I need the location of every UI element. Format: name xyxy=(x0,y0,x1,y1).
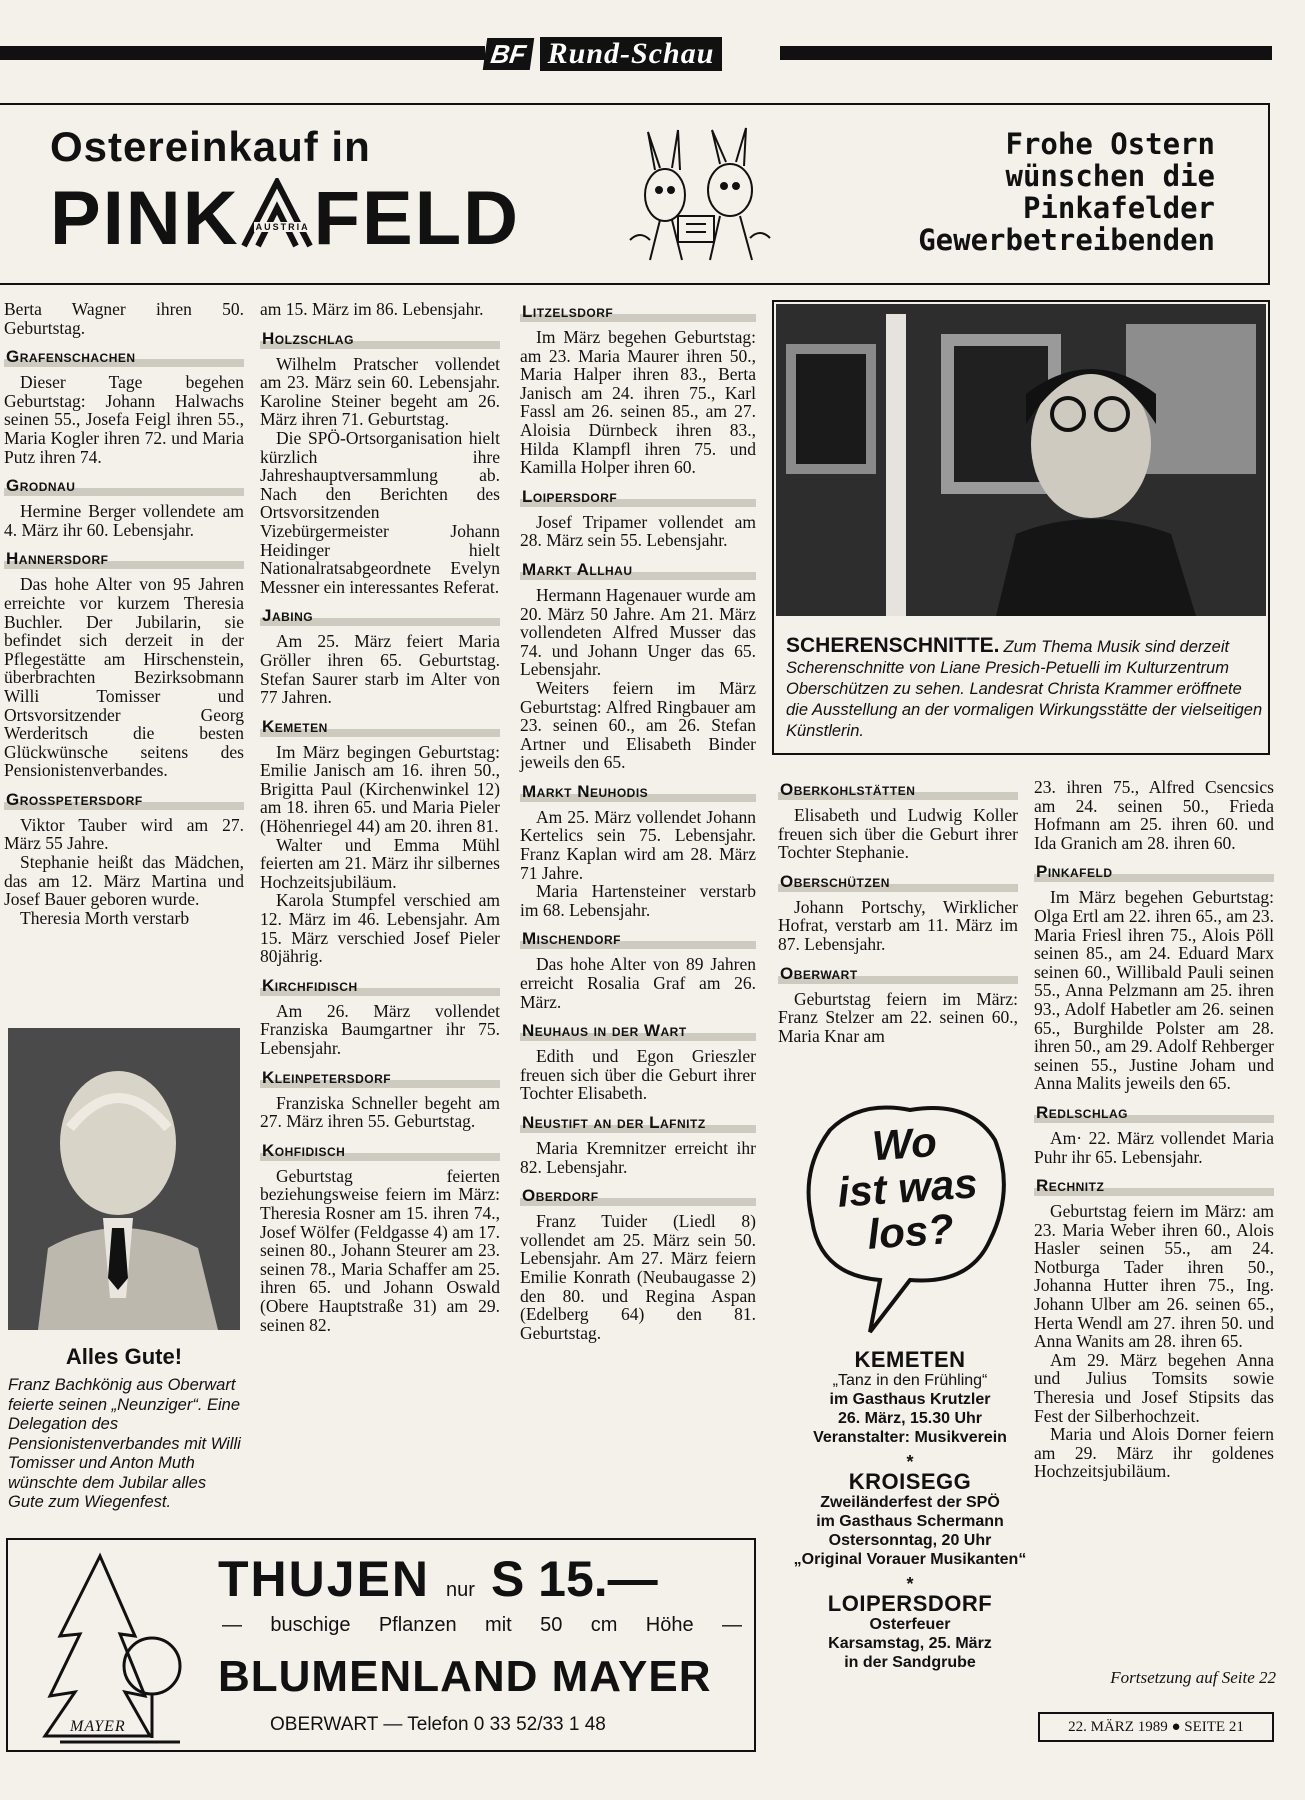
column-text: Dieser Tage begehen Geburtstag: Johann Halwachs seinen 55., Josefa Feigl ihren 55., Maria Kogler ihren 72. und Maria Putz ihren 74. xyxy=(4,372,244,467)
column-5 xyxy=(1034,778,1274,1481)
banner-line1: Ostereinkauf in xyxy=(50,123,371,170)
section-head: Holzschlag xyxy=(260,329,500,349)
ad-shop: BLUMENLAND MAYER xyxy=(218,1652,712,1701)
column-text: Josef Tripamer vollendet am 28. März sein 55. Lebensjahr. xyxy=(520,511,756,551)
column-text: Geburtstag feiern im März: Franz Stelzer am 22. seinen 60., Maria Knar am xyxy=(778,988,1018,1046)
masthead-logo xyxy=(485,36,780,72)
masthead-rule-right xyxy=(780,46,1272,60)
photo-right-caption xyxy=(786,634,1264,742)
column-text: Johann Portschy, Wirklicher Hofrat, verstarb am 11. März im 87. Lebensjahr. xyxy=(778,896,1018,954)
bubble-text xyxy=(816,1116,1000,1260)
masthead-bf: BF xyxy=(483,38,534,70)
event-line: Veranstalter: Musikverein xyxy=(813,1429,1007,1446)
column-text: Maria Hartensteiner verstarb im 68. Lebensjahr. xyxy=(520,881,756,920)
photo-caption-title: Alles Gute! xyxy=(65,1344,183,1369)
page-footer: 22. MÄRZ 1989 ● SEITE 21 xyxy=(1038,1712,1274,1742)
column-text: Stephanie heißt das Mädchen, das am 12. März Martina und Josef Bauer geboren wurde. xyxy=(4,852,244,910)
banner-line2 xyxy=(50,178,520,259)
column-3 xyxy=(520,300,756,1342)
continued-note: Fortsetzung auf Seite 22 xyxy=(1110,1668,1276,1687)
photo-franz-bachkoenig xyxy=(8,1028,240,1330)
event-place: KROISEGG xyxy=(848,1469,972,1494)
mayer-logo-text: MAYER xyxy=(70,1718,126,1735)
austria-text: AUSTRIA xyxy=(255,222,310,232)
star-separator: * xyxy=(906,1452,914,1472)
column-text: Am 29. März begehen Anna und Julius Tomsits sowie Theresia und Josef Stipsits das Fest der Silberhochzeit. xyxy=(1034,1349,1274,1426)
section-head: Oberschützen xyxy=(778,872,1018,892)
column-text: Das hohe Alter von 95 Jahren erreichte vor kurzem Theresia Buchler. Der Jubilarin, sie befindet sich derzeit in der Pflegestätte am Hirschenstein, überbrachten Bezirksobmann Willi Tomisser und Ortsvorsitzender Georg Werderitsch die besten Glückwünsche seitens des Pensionistenverbandes. xyxy=(4,574,244,781)
event-line: Karsamstag, 25. März xyxy=(828,1635,992,1652)
star-separator: * xyxy=(906,1574,914,1594)
section-head: Pinkafeld xyxy=(1034,862,1274,882)
section-head: Grafenschachen xyxy=(4,347,244,367)
greeting-line: wünschen die xyxy=(1005,159,1215,193)
section-head: Jabing xyxy=(260,606,500,626)
event-place: KEMETEN xyxy=(854,1347,966,1372)
column-text: Viktor Tauber wird am 27. März 55 Jahre. xyxy=(4,814,244,854)
section-head: Oberwart xyxy=(778,964,1018,984)
banner-feld: FELD xyxy=(313,176,521,261)
column-text: Maria und Alois Dorner feiern am 29. März ihr goldenes Hochzeitsjubiläum. xyxy=(1034,1424,1274,1482)
caption-text: Zum Thema Musik sind derzeit Scherenschnitte von Liane Presich-Petuelli im Kulturzentrum Oberschützen zu sehen. Landesrat Christa Krammer eröffnete die Ausstellung an der vormaligen Wirkungsstätte der vielseitigen Künstlerin. xyxy=(786,638,1263,740)
ad-title: THUJEN xyxy=(218,1551,431,1607)
photo-caption: Franz Bachkönig aus Oberwart feierte seinen „Neunziger“. Eine Delegation des Pensionistenverbandes mit Willi Tomisser und Anton Muth wünschte dem Jubilar alles Gute zum Wiegenfest. xyxy=(8,1376,241,1511)
ad-contact: OBERWART — Telefon 0 33 52/33 1 48 xyxy=(270,1714,606,1735)
austria-logo xyxy=(240,178,314,248)
section-head: Neuhaus in der Wart xyxy=(520,1021,756,1041)
section-head: Kleinpetersdorf xyxy=(260,1068,500,1088)
column-text: Am 26. März vollendet Franziska Baumgartner ihr 75. Lebensjahr. xyxy=(260,1000,500,1058)
column-text: Weiters feiern im März Geburtstag: Alfred Ringbauer am 23. seinen 60., am 26. Stefan Artner und Elisabeth Binder jeweils den 65. xyxy=(520,677,756,773)
section-head: Neustift an der Lafnitz xyxy=(520,1113,756,1133)
column-text: Maria Kremnitzer erreicht ihr 82. Lebensjahr. xyxy=(520,1138,756,1177)
ad-price: S 15.— xyxy=(490,1551,658,1607)
greeting-line: Frohe Ostern xyxy=(1005,127,1215,161)
section-head: Kemeten xyxy=(260,717,500,737)
event-place: LOIPERSDORF xyxy=(827,1591,993,1616)
column-text: Das hohe Alter von 89 Jahren erreicht Rosalia Graf am 26. März. xyxy=(520,954,756,1012)
section-head: Kirchfidisch xyxy=(260,976,500,996)
column-text: Geburtstag feiern im März: am 23. Maria Weber ihren 60., Alois Hasler seinen 55., am 24. Notburga Tader ihren 50., Johanna Hutter ihren 75., Ing. Johann Ulber am 26. seinen 65., Herta Wendl am 27. ihren 50. und Anna Wanits am 28. ihren 65. xyxy=(1034,1201,1274,1352)
column-text: Edith und Egon Grieszler freuen sich über die Geburt ihrer Tochter Elisabeth. xyxy=(520,1046,756,1104)
event-line: im Gasthaus Schermann xyxy=(816,1513,1004,1530)
column-text: Geburtstag feierten beziehungsweise feiern im März: Theresia Rosner am 15. ihren 74., Josef Wölfer (Feldgasse 4) am 17. seinen 80., Johann Steurer am 23. seinen 78., Maria Schaffer am 25. ihren 65. und Johann Oswald (Obere Hauptstraße 31) am 29. seinen 82. xyxy=(260,1165,500,1335)
section-head: Oberkohlstätten xyxy=(778,780,1018,800)
section-head: Oberdorf xyxy=(520,1186,756,1206)
event-line: in der Sandgrube xyxy=(844,1654,976,1671)
caption-head: SCHERENSCHNITTE. xyxy=(786,634,1000,657)
column-text: Im März begehen Geburtstag: Olga Ertl am 22. ihren 65., am 23. Maria Friesl ihren 75., Alois Pöll seinen 85., am 24. Eduard Marx seinen 60., Willibald Pauli seinen 55., Anna Pelzmann am 25. ihren 93., Adolf Habetler am 26. seinen 65., Burghilde Polster am 28. ihren 50., am 29. Adolf Rehberger seinen 55., Justine Joham und Anna Malits jeweils den 65. xyxy=(1034,887,1274,1094)
section-head: Redlschlag xyxy=(1034,1103,1274,1123)
easter-bunnies-illustration xyxy=(620,120,780,270)
column-text: Im März begehen Geburtstag: am 23. Maria Maurer ihren 50., Maria Halper ihren 83., Berta Janisch am 24. ihren 75., Karl Fassl am 26. seinen 85., am 27. Aloisia Dürnbeck ihren 83., Hilda Klampfl ihren 75. und Kamilla Holper ihren 60. xyxy=(520,327,756,478)
banner-pink: PINK xyxy=(50,176,240,261)
masthead-rule-left xyxy=(0,46,485,60)
ad-nur: nur xyxy=(446,1579,475,1601)
column-text: Im März begingen Geburtstag: Emilie Janisch am 16. ihren 50., Brigitta Paul (Kirchenwinkel 12) am 18. ihren 65. und Maria Pieler (Höhenriegel 44) am 20. ihren 81. xyxy=(260,741,500,837)
section-head: Markt Neuhodis xyxy=(520,782,756,802)
events-list xyxy=(790,1340,1030,1672)
bubble-line: Wo xyxy=(870,1117,939,1170)
section-head: Litzelsdorf xyxy=(520,302,756,322)
event-line: Zweiländerfest der SPÖ xyxy=(820,1494,1000,1511)
section-head: Grosspetersdorf xyxy=(4,790,244,810)
wo-ist-was-los-bubble xyxy=(800,1100,1010,1340)
column-text: Am 25. März vollendet Johann Kertelics sein 75. Lebensjahr. Franz Kaplan wird am 28. März 71 Jahre. xyxy=(520,806,756,883)
event-line: Osterfeuer xyxy=(869,1616,951,1633)
event-line: „Original Vorauer Musikanten“ xyxy=(793,1551,1027,1568)
column-text: Franz Tuider (Liedl 8) vollendet am 25. März sein 50. Lebensjahr. Am 27. März feiern Emilie Konrath (Neubaugasse 2) den 80. und Regina Aspan (Edelberg 64) den 81. Geburtstag. xyxy=(520,1211,756,1343)
greeting-line: Pinkafelder xyxy=(1022,191,1215,225)
event-line: im Gasthaus Krutzler xyxy=(829,1391,991,1408)
greeting-line: Gewerbetreibenden xyxy=(918,223,1215,257)
column-text: Franziska Schneller begeht am 27. März ihren 55. Geburtstag. xyxy=(260,1092,500,1132)
column-text: Die SPÖ-Ortsorganisation hielt kürzlich ihre Jahreshauptversammlung ab. Nach den Berichten des Ortsvorsitzenden Vizebürgermeister Johann Heidinger hielt Nationalratsabgeordnete Evelyn Messner ein interessantes Referat. xyxy=(260,427,500,597)
bubble-line: los? xyxy=(865,1204,956,1258)
section-head: Hannersdorf xyxy=(4,549,244,569)
photo-scherenschnitte xyxy=(776,304,1266,616)
column-1 xyxy=(4,300,244,927)
column-text: Theresia Morth verstarb xyxy=(20,907,190,928)
event-line: Ostersonntag, 20 Uhr xyxy=(828,1532,992,1549)
column-text: Hermann Hagenauer wurde am 20. März 50 Jahre. Am 21. März vollendeten Alfred Musser das 74. und Johann Unger das 65. Lebensjahr. xyxy=(520,584,756,680)
section-head: Grodnau xyxy=(4,476,244,496)
column-2 xyxy=(260,300,500,1334)
ad-subline: — buschige Pflanzen mit 50 cm Höhe — xyxy=(222,1614,742,1636)
column-4 xyxy=(778,774,1018,1045)
section-head: Markt Allhau xyxy=(520,560,756,580)
event-line: 26. März, 15.30 Uhr xyxy=(837,1410,983,1427)
tree-logo xyxy=(40,1546,190,1750)
masthead-title: Rund-Schau xyxy=(540,37,723,71)
event-line: „Tanz in den Frühling“ xyxy=(832,1372,988,1389)
column-text: 23. ihren 75., Alfred Csencsics am 24. seinen 50., Frieda Hofmann am 25. ihren 60. und Ida Granich am 28. ihren 60. xyxy=(1034,777,1274,853)
column-text: Berta Wagner ihren 50. Geburtstag. xyxy=(4,299,244,338)
column-text: Karola Stumpfel verschied am 12. März im 46. Lebensjahr. Am 15. März verschied Josef Pieler 80jährig. xyxy=(260,890,500,967)
section-head: Rechnitz xyxy=(1034,1176,1274,1196)
column-text: Am· 22. März vollendet Maria Puhr ihr 65. Lebensjahr. xyxy=(1034,1127,1274,1167)
column-text: Am 25. März feiert Maria Gröller ihren 65. Geburtstag. Stefan Saurer starb im Alter von 77 Jahren. xyxy=(260,631,500,708)
column-text: am 15. März im 86. Lebensjahr. xyxy=(260,299,484,319)
column-text: Elisabeth und Ludwig Koller freuen sich über die Geburt ihrer Tochter Stephanie. xyxy=(778,805,1018,863)
section-head: Loipersdorf xyxy=(520,487,756,507)
ad-headline xyxy=(218,1550,748,1608)
column-text: Walter und Emma Mühl feierten am 21. März ihr silbernes Hochzeitsjubiläum. xyxy=(260,834,500,892)
banner-greeting xyxy=(860,128,1215,256)
column-text: Wilhelm Pratscher vollendet am 23. März sein 60. Lebensjahr. Karoline Steiner begeht am 26. März ihren 71. Geburtstag. xyxy=(260,353,500,430)
bubble-line: ist was xyxy=(835,1159,979,1216)
column-text: Hermine Berger vollendete am 4. März ihr 60. Lebensjahr. xyxy=(4,501,244,540)
section-head: Mischendorf xyxy=(520,929,756,949)
section-head: Kohfidisch xyxy=(260,1141,500,1161)
